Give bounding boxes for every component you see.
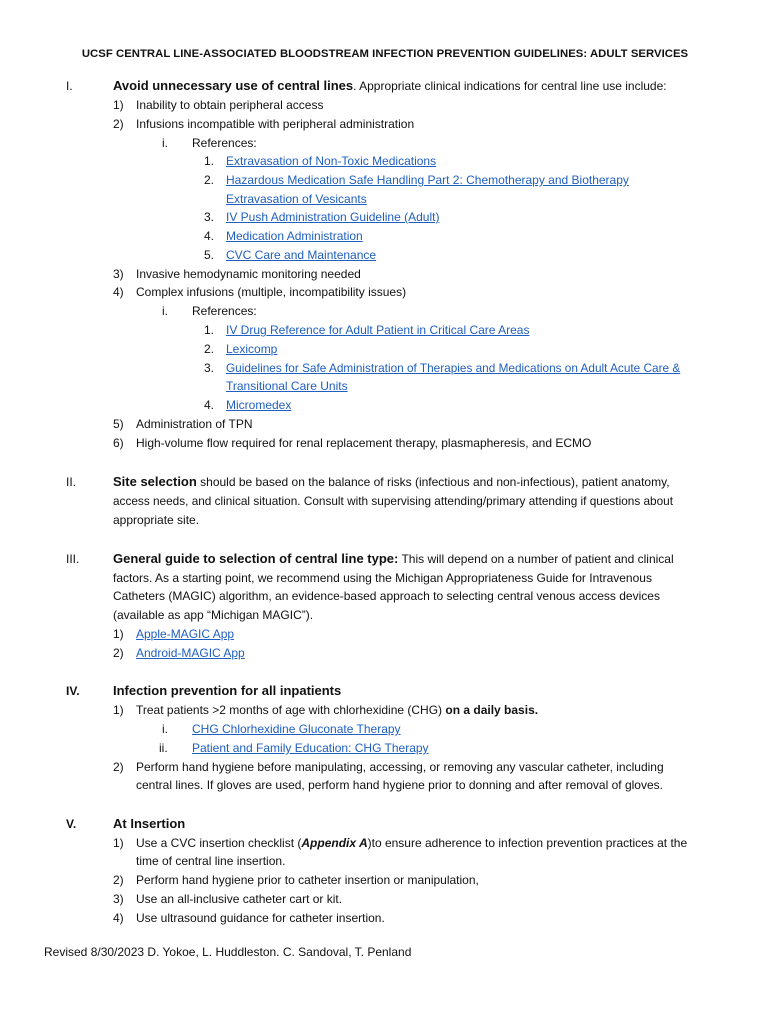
section-3-heading: General guide to selection of central line type: xyxy=(113,551,399,566)
subitem-numeral: i. xyxy=(162,304,168,318)
section-3-line-2: factors. As a starting point, we recommend using the Michigan Appropriateness Guide for Intravenous xyxy=(113,571,652,585)
ref-number: 1. xyxy=(204,154,215,168)
ref-link-iv-drug-reference[interactable]: IV Drug Reference for Adult Patient in Critical Care Areas xyxy=(226,323,530,337)
item-number: 4) xyxy=(113,285,124,299)
section-3-line-4: (available as app “Michigan MAGIC”). xyxy=(113,608,314,622)
revision-footer: Revised 8/30/2023 D. Yokoe, L. Huddleston. C. Sandoval, T. Penland xyxy=(44,945,412,959)
section-5-heading: At Insertion xyxy=(113,816,186,831)
section-5-item-1 xyxy=(136,834,687,852)
section-2-line-3: appropriate site. xyxy=(113,513,200,527)
section-4-item-1-text: Treat patients >2 months of age with chlorhexidine (CHG) xyxy=(136,703,446,717)
ref-number: 2. xyxy=(204,342,215,356)
subitem-numeral: i. xyxy=(162,722,168,736)
section-5-item-3: Use an all-inclusive catheter cart or kit. xyxy=(136,892,343,906)
section-1-item-3: Invasive hemodynamic monitoring needed xyxy=(136,267,361,281)
ref-link-medication-administration[interactable]: Medication Administration xyxy=(226,229,363,243)
item-number: 2) xyxy=(113,760,124,774)
section-3-line-1 xyxy=(113,550,674,568)
item-number: 1) xyxy=(113,836,124,850)
item-number: 1) xyxy=(113,627,124,641)
ref-link-transitional-care[interactable]: Transitional Care Units xyxy=(226,379,348,393)
section-5-item-1-c: )to ensure adherence to infection prevention practices at the xyxy=(367,836,688,850)
subitem-numeral: i. xyxy=(162,136,168,150)
ref-number: 3. xyxy=(204,210,215,224)
item-number: 2) xyxy=(113,873,124,887)
section-1-intro: . Appropriate clinical indications for central line use include: xyxy=(353,79,667,93)
section-3-numeral: III. xyxy=(66,552,80,566)
section-1-item-5: Administration of TPN xyxy=(136,417,253,431)
section-5-item-4: Use ultrasound guidance for catheter insertion. xyxy=(136,911,385,925)
section-3-text-1: This will depend on a number of patient and clinical xyxy=(398,552,674,566)
section-4-item-2-line-2: central lines. If gloves are used, perform hand hygiene prior to donning and after removal of gloves. xyxy=(136,778,663,792)
section-1-heading-line xyxy=(113,77,667,95)
section-2-heading: Site selection xyxy=(113,474,197,489)
ref-link-extravasation-non-toxic[interactable]: Extravasation of Non-Toxic Medications xyxy=(226,154,437,168)
section-1-item-4: Complex infusions (multiple, incompatibility issues) xyxy=(136,285,407,299)
link-chg-therapy[interactable]: CHG Chlorhexidine Gluconate Therapy xyxy=(192,722,401,736)
section-4-item-1 xyxy=(136,701,538,719)
section-2-line-1 xyxy=(113,473,670,491)
ref-link-hazardous-medication[interactable]: Hazardous Medication Safe Handling Part 2: Chemotherapy and Biotherapy xyxy=(226,173,629,187)
item-number: 3) xyxy=(113,267,124,281)
section-1-item-2: Infusions incompatible with peripheral administration xyxy=(136,117,415,131)
references-label-b: References: xyxy=(192,304,257,318)
section-4-heading: Infection prevention for all inpatients xyxy=(113,683,342,698)
ref-number: 4. xyxy=(204,229,215,243)
ref-link-lexicomp[interactable]: Lexicomp xyxy=(226,342,278,356)
link-apple-magic-app[interactable]: Apple-MAGIC App xyxy=(136,627,235,641)
ref-link-safe-administration[interactable]: Guidelines for Safe Administration of Therapies and Medications on Adult Acute Care & xyxy=(226,361,681,375)
section-2-numeral: II. xyxy=(66,475,77,489)
link-chg-patient-education[interactable]: Patient and Family Education: CHG Therapy xyxy=(192,741,429,755)
item-number: 1) xyxy=(113,703,124,717)
ref-number: 3. xyxy=(204,361,215,375)
section-1-heading: Avoid unnecessary use of central lines xyxy=(113,78,354,93)
ref-number: 4. xyxy=(204,398,215,412)
ref-link-cvc-care[interactable]: CVC Care and Maintenance xyxy=(226,248,377,262)
item-number: 2) xyxy=(113,117,124,131)
section-1-item-1: Inability to obtain peripheral access xyxy=(136,98,324,112)
references-label-a: References: xyxy=(192,136,257,150)
section-5-item-1-a: Use a CVC insertion checklist ( xyxy=(136,836,302,850)
section-5-item-1-line-2: time of central line insertion. xyxy=(136,854,286,868)
item-number: 1) xyxy=(113,98,124,112)
page-title: UCSF CENTRAL LINE-ASSOCIATED BLOODSTREAM INFECTION PREVENTION GUIDELINES: ADULT SERVICES xyxy=(81,48,689,60)
ref-number: 1. xyxy=(204,323,215,337)
section-2-text-1: should be based on the balance of risks (infectious and non-infectious), patient anatomy, xyxy=(196,475,670,489)
appendix-a-reference: Appendix A xyxy=(301,836,368,850)
section-4-item-2-line-1: Perform hand hygiene before manipulating, accessing, or removing any vascular catheter, including xyxy=(136,760,664,774)
section-1-item-6: High-volume flow required for renal replacement therapy, plasmapheresis, and ECMO xyxy=(136,436,592,450)
section-1-numeral: I. xyxy=(66,79,73,93)
item-number: 4) xyxy=(113,911,124,925)
section-4-item-1-bold: on a daily basis. xyxy=(445,703,539,717)
link-android-magic-app[interactable]: Android-MAGIC App xyxy=(136,646,245,660)
ref-number: 2. xyxy=(204,173,215,187)
ref-link-extravasation-vesicants[interactable]: Extravasation of Vesicants xyxy=(226,192,367,206)
item-number: 2) xyxy=(113,646,124,660)
ref-number: 5. xyxy=(204,248,215,262)
item-number: 5) xyxy=(113,417,124,431)
section-4-numeral: IV. xyxy=(66,684,80,698)
ref-link-iv-push[interactable]: IV Push Administration Guideline (Adult) xyxy=(226,210,440,224)
section-2-line-2: access needs, and clinical situation. Consult with supervising attending/primary attending if questions about xyxy=(113,494,674,508)
item-number: 3) xyxy=(113,892,124,906)
section-5-numeral: V. xyxy=(66,817,77,831)
subitem-numeral: ii. xyxy=(159,741,168,755)
section-3-line-3: Catheters (MAGIC) algorithm, an evidence-based approach to selecting central venous access devices xyxy=(113,589,660,603)
section-5-item-2: Perform hand hygiene prior to catheter insertion or manipulation, xyxy=(136,873,479,887)
ref-link-micromedex[interactable]: Micromedex xyxy=(226,398,292,412)
item-number: 6) xyxy=(113,436,124,450)
